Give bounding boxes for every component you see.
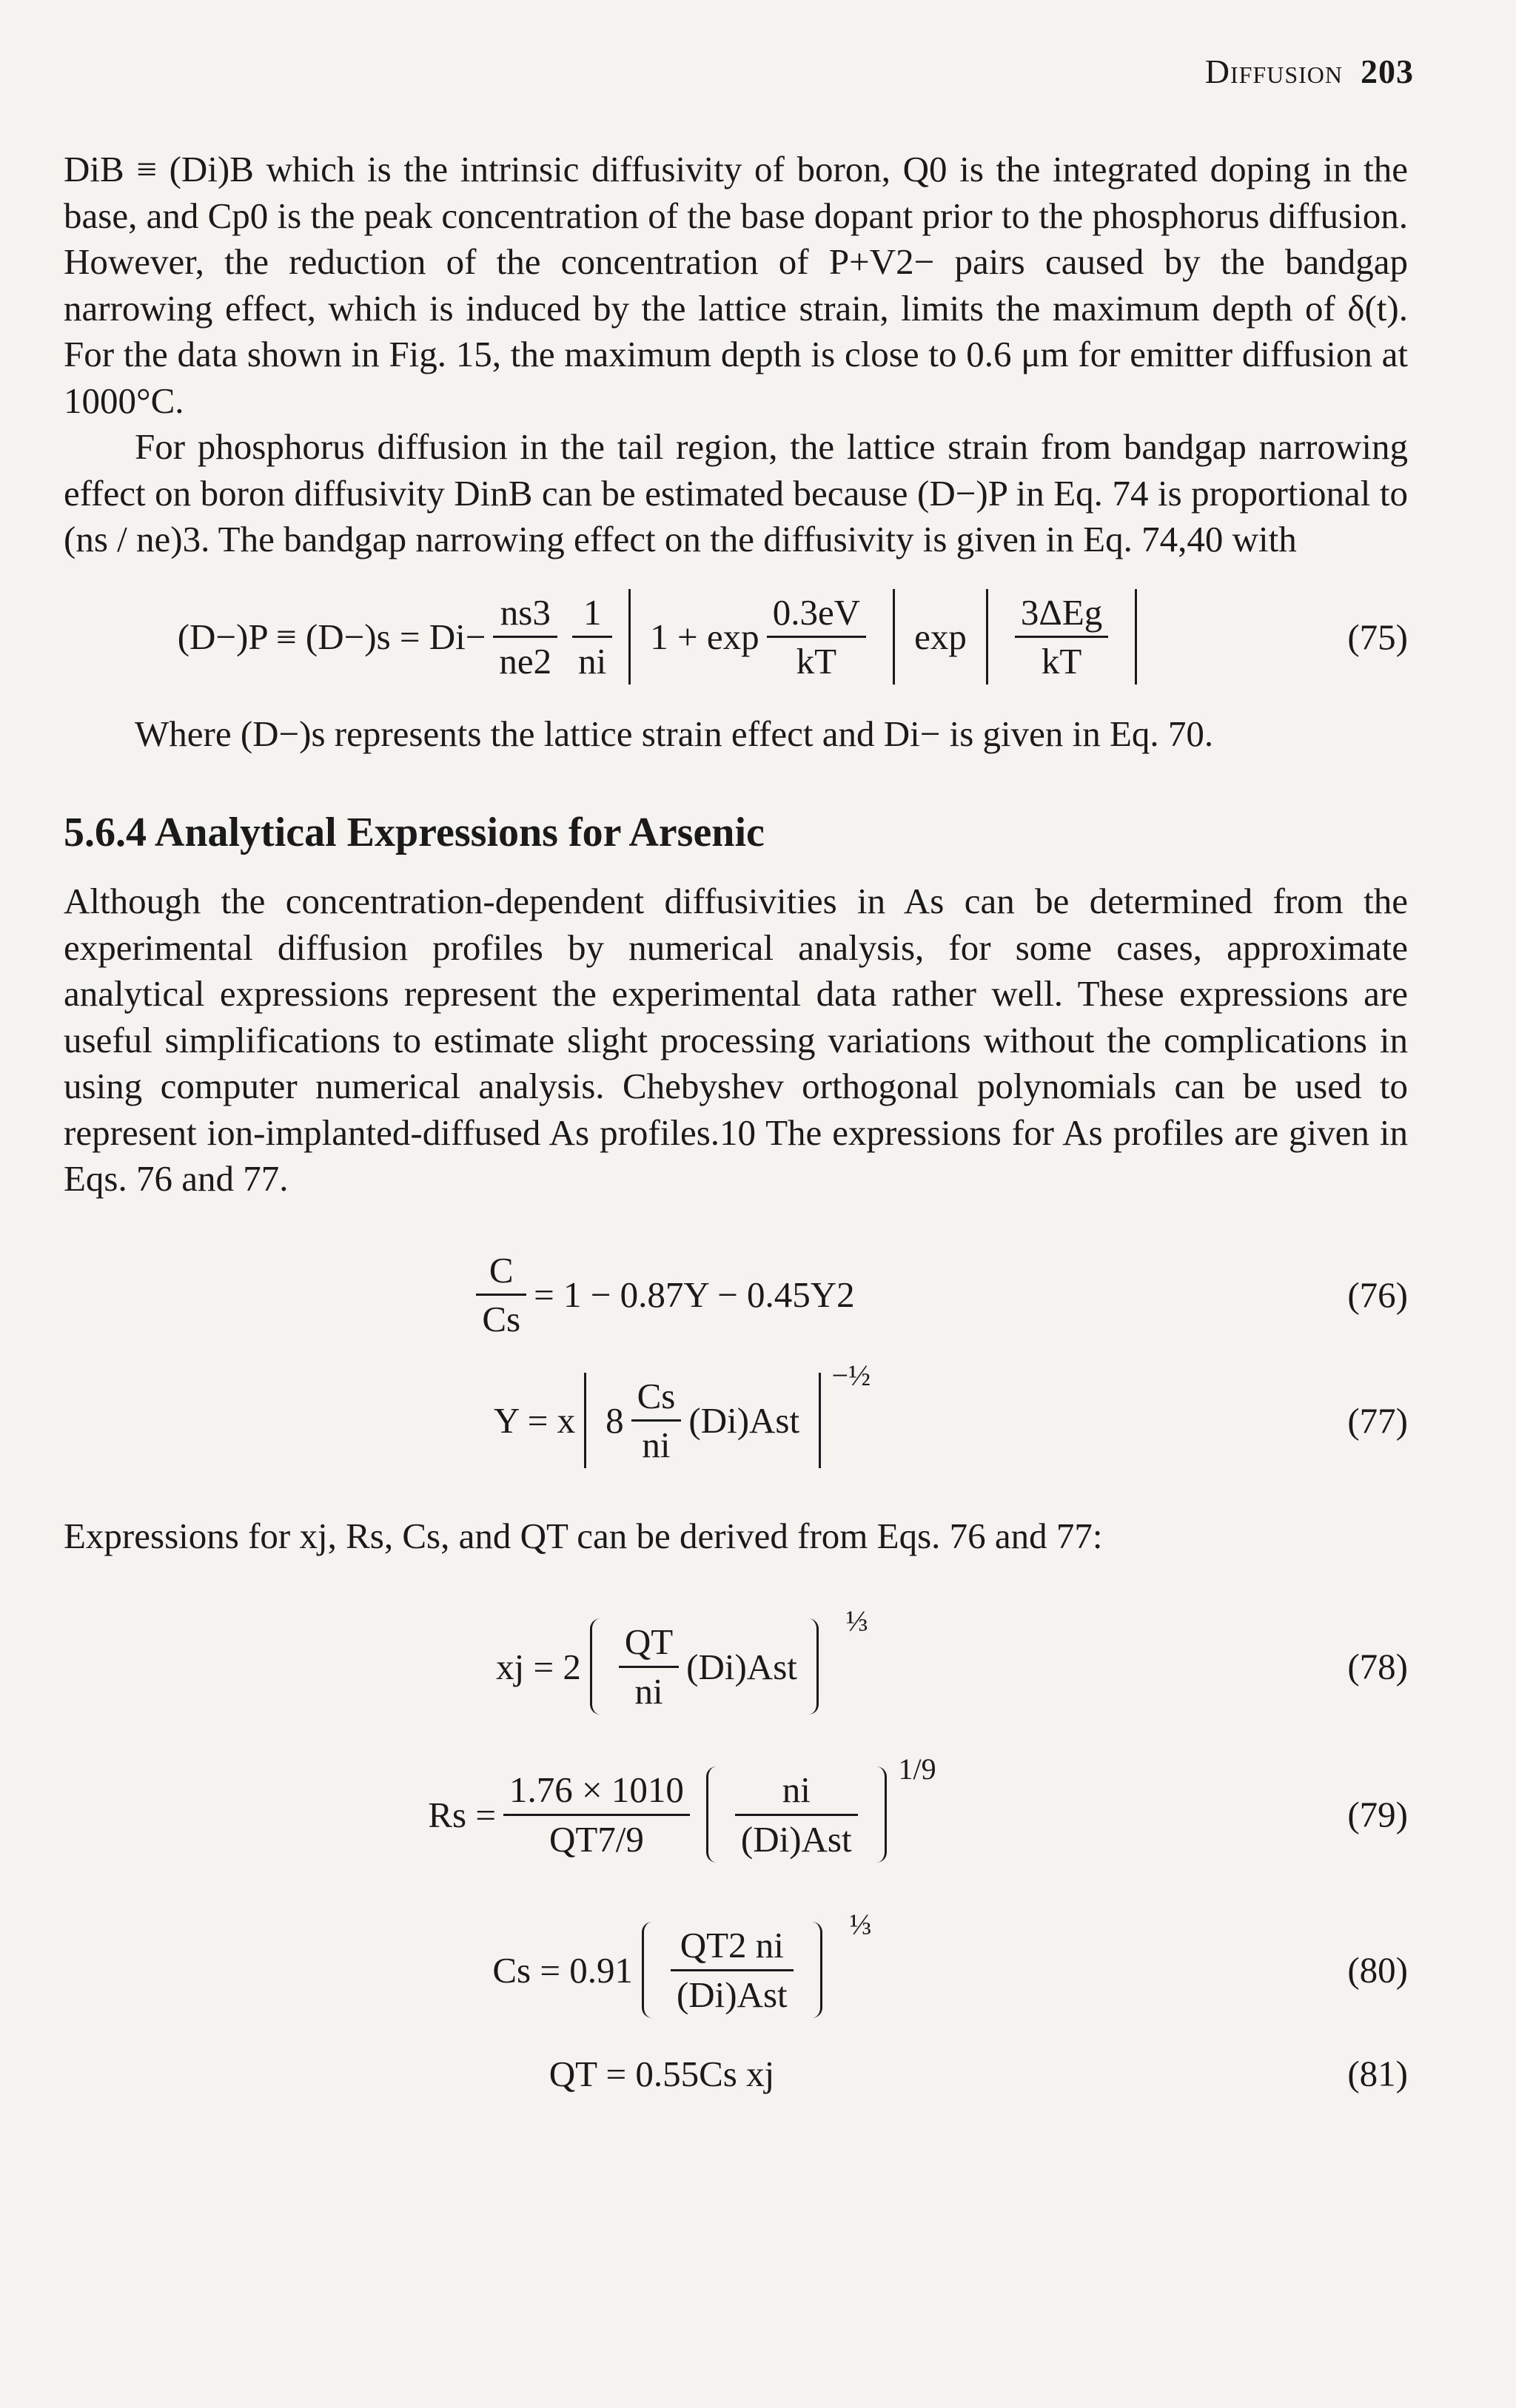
equation-number-79: (79) bbox=[1347, 1794, 1408, 1835]
paragraph-expressions: Expressions for xj, Rs, Cs, and QT can be derived from Eqs. 76 and 77: bbox=[64, 1515, 1103, 1556]
equation-78: xj = 2 $\frac{QT}{ni}$ (Di)Ast ⅓ (78) bbox=[64, 1604, 1408, 1729]
equation-79: Rs = $\frac{1.76 \times 1010}{QT7/9}$ $\frac{ni}{\text{(Di)Ast}}$ 1/9 (79) bbox=[64, 1729, 1408, 1900]
equation-number-75: (75) bbox=[1347, 616, 1408, 657]
equation-77: Y = x 8 $\frac{Cs}{ni}$ (Di)Ast −½ (77) bbox=[64, 1358, 1408, 1484]
equation-number-77: (77) bbox=[1347, 1400, 1408, 1441]
eq75-bracket-2: $\frac{\text{3ΔEg}}{kT}$ bbox=[986, 589, 1137, 685]
paragraph-arsenic: Although the concentration-dependent diffusivities in As can be determined from the experimental diffusion profiles by numerical analysis, for some cases, approximate analytical expressions represent the experimental data rather well. These expressions are useful simplifications to estimate slight processing variations without the complications in using computer numerical analysis. Chebyshev orthogonal polynomials can be used to represent ion-implanted-diffused As profiles.10 The expressions for As profiles are given in Eqs. 76 and 77. bbox=[64, 881, 1408, 1199]
equation-number-76: (76) bbox=[1347, 1274, 1408, 1315]
equation-75: (D−)P ≡ (D−)s = Di− $\frac{ns3}{ne2}$ $\frac{1}{ni}$ 1 + exp $\frac{0.3eV}{kT}$ exp $\frac{\text{3ΔEg}}{kT}$ (75) bbox=[64, 563, 1408, 711]
equation-number-80: (80) bbox=[1347, 1949, 1408, 1991]
page-number: 203 bbox=[1361, 53, 1414, 90]
equation-76: $\frac{C}{Cs}$ = 1 − 0.87Y − 0.45Y2 (76) bbox=[64, 1232, 1408, 1358]
eq75-bracket-1: 1 + exp $\frac{0.3eV}{kT}$ bbox=[628, 589, 895, 685]
paragraph-lattice-strain: Where (D−)s represents the lattice strain effect and Di− is given in Eq. 70. bbox=[135, 713, 1214, 754]
section-title: 5.6.4 Analytical Expressions for Arsenic bbox=[64, 810, 765, 855]
equation-number-78: (78) bbox=[1347, 1646, 1408, 1687]
eq75-lhs: (D−)P ≡ (D−)s = Di− bbox=[177, 616, 486, 657]
equation-80: Cs = 0.91 $\frac{QT2 ni}{\text{(Di)Ast}}$ ⅓ (80) bbox=[64, 1900, 1408, 2040]
paragraph-phosphorus-tail: For phosphorus diffusion in the tail region, the lattice strain from bandgap narrowing effect on boron diffusivity DinB can be estimated because (D−)P in Eq. 74 is proportional to (ns / ne)3. The bandgap narrowing effect on the diffusivity is given in Eq. 74,40 with bbox=[64, 426, 1408, 559]
equation-81: QT = 0.55Cs xj (81) bbox=[549, 2053, 1408, 2094]
running-head bbox=[1205, 52, 1414, 91]
paragraph-boron-diffusivity: DiB ≡ (Di)B which is the intrinsic diffusivity of boron, Q0 is the integrated doping in the base, and Cp0 is the peak concentration of the base dopant prior to the phosphorus diffusion. However, the reduction of the concentration of P+V2− pairs caused by the bandgap narrowing effect, which is induced by the lattice strain, limits the maximum depth of δ(t). For the data shown in Fig. 15, the maximum depth is close to 0.6 μm for emitter diffusion at 1000°C. bbox=[64, 149, 1408, 421]
page-body bbox=[64, 147, 1408, 2107]
running-head-title: Diffusion bbox=[1204, 53, 1343, 90]
equation-number-81: (81) bbox=[1347, 2053, 1408, 2094]
